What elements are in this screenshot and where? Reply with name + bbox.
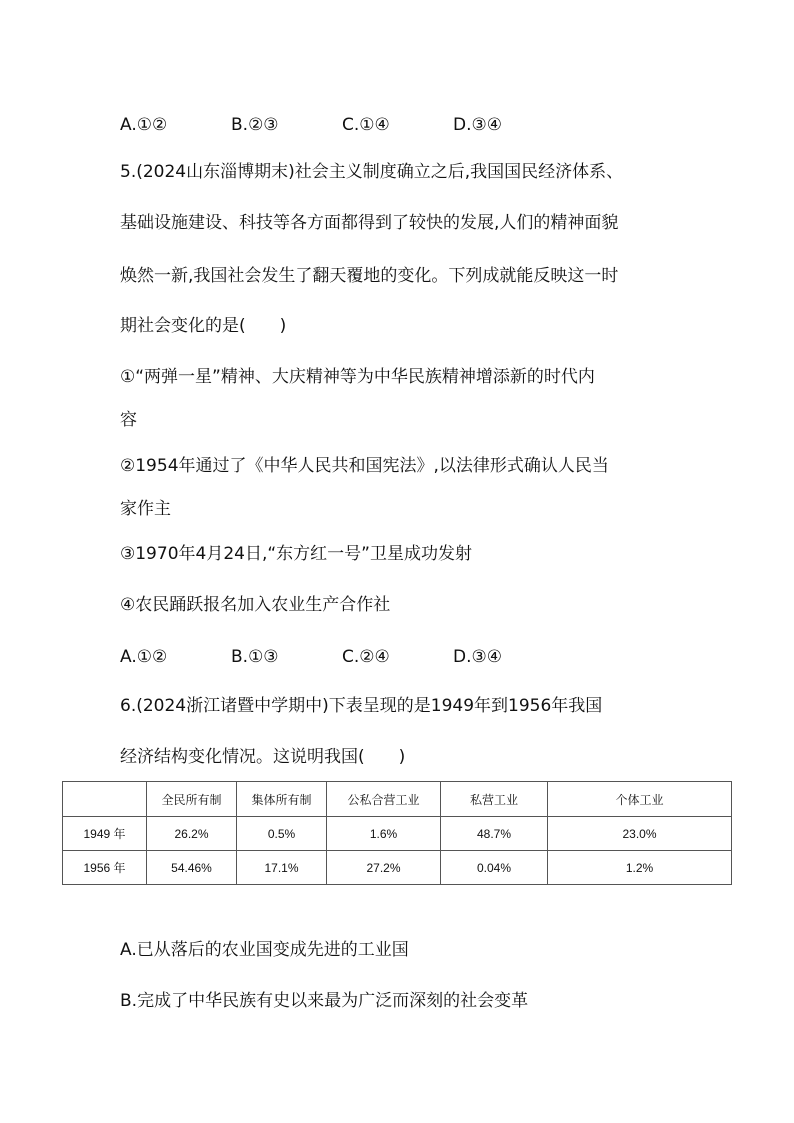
q6-option-b[interactable]: B.完成了中华民族有史以来最为广泛而深刻的社会变革 [120, 991, 529, 1011]
table-cell: 1956 年 [63, 851, 147, 885]
q5-option-b[interactable]: B.①③ [231, 647, 279, 667]
table-cell: 0.04% [441, 851, 548, 885]
table-cell: 27.2% [327, 851, 441, 885]
table-header-cell: 公私合营工业 [327, 782, 441, 817]
q5-item-1: ①“两弹一星”精神、大庆精神等为中华民族精神增添新的时代内 [120, 367, 595, 387]
q6-stem-line-2: 经济结构变化情况。这说明我国( ) [120, 747, 406, 767]
table-cell: 48.7% [441, 817, 548, 851]
q5-item-2: ②1954年通过了《中华人民共和国宪法》,以法律形式确认人民当 [120, 456, 609, 476]
table-header-cell [63, 782, 147, 817]
table-row [63, 817, 732, 851]
q4-option-a[interactable]: A.①② [120, 115, 168, 135]
q5-item-4: ④农民踊跃报名加入农业生产合作社 [120, 595, 391, 615]
table-cell: 1.2% [548, 851, 732, 885]
table-header-cell: 私营工业 [441, 782, 548, 817]
table-header-cell: 集体所有制 [237, 782, 327, 817]
q5-stem-line-3: 焕然一新,我国社会发生了翻天覆地的变化。下列成就能反映这一时 [120, 266, 619, 286]
table-cell: 0.5% [237, 817, 327, 851]
q5-item-3: ③1970年4月24日,“东方红一号”卫星成功发射 [120, 544, 472, 564]
q6-stem-line-1: 6.(2024浙江诸暨中学期中)下表呈现的是1949年到1956年我国 [120, 696, 603, 716]
q6-option-a[interactable]: A.已从落后的农业国变成先进的工业国 [120, 940, 409, 960]
table-row [63, 851, 732, 885]
table-cell: 26.2% [147, 817, 237, 851]
q5-option-c[interactable]: C.②④ [342, 647, 390, 667]
table-cell: 54.46% [147, 851, 237, 885]
q4-options [120, 115, 502, 135]
q4-option-b[interactable]: B.②③ [231, 115, 279, 135]
q5-options [120, 647, 502, 667]
table-header-cell: 个体工业 [548, 782, 732, 817]
q5-option-a[interactable]: A.①② [120, 647, 168, 667]
table-cell: 1949 年 [63, 817, 147, 851]
table-header-cell: 全民所有制 [147, 782, 237, 817]
table-cell: 1.6% [327, 817, 441, 851]
economy-structure-table [62, 781, 732, 885]
table-cell: 17.1% [237, 851, 327, 885]
table-cell: 23.0% [548, 817, 732, 851]
q5-stem-line-1: 5.(2024山东淄博期末)社会主义制度确立之后,我国国民经济体系、 [120, 162, 624, 182]
q4-option-c[interactable]: C.①④ [342, 115, 390, 135]
q5-stem-line-4: 期社会变化的是( ) [120, 316, 287, 336]
q5-stem-line-2: 基础设施建设、科技等各方面都得到了较快的发展,人们的精神面貌 [120, 213, 619, 233]
table-header-row [63, 782, 732, 817]
q5-item-2-cont: 家作主 [120, 499, 171, 519]
q4-option-d[interactable]: D.③④ [453, 115, 502, 135]
q5-item-1-cont: 容 [120, 410, 137, 430]
q5-option-d[interactable]: D.③④ [453, 647, 502, 667]
